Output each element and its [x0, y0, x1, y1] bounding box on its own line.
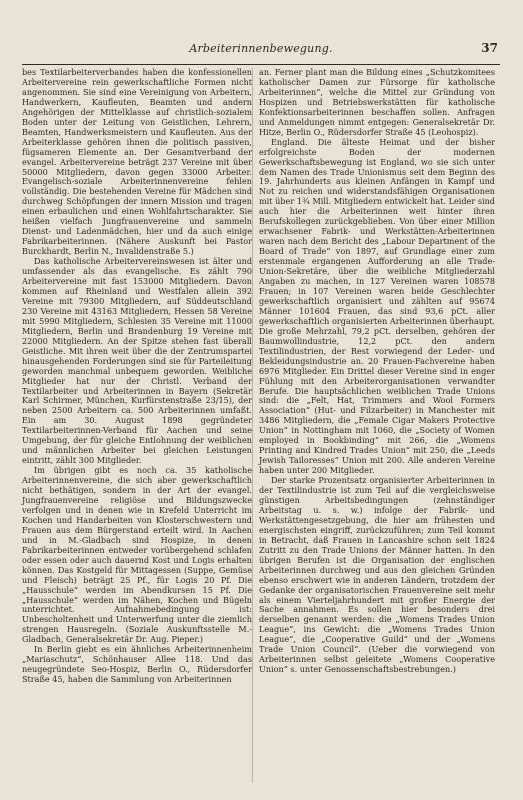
paragraph: In Berlin giebt es ein ähnliches Arbeiterinnenheim „Mariaschutz“, Schönhauser Allee 118. Und das neugegründete Seo-Hospiz, Berlin O., Rüdersdorfer Straße 45, haben die Sammlung von Arbeiterinnen — [22, 644, 252, 685]
paragraph: Im übrigen gibt es noch ca. 35 katholische Arbeiterinnenvereine, die sich aber gewerkschaftlich nicht bethätigen, sondern in der Art der evangel. Jungfrauenvereine religiöse und Bildungszwecke verfolgen und in denen wie in Krefeld Unterricht im Kochen und Handarbeiten von Klosterschwestern und Frauen aus dem Bürgerstand erteilt wird. In Aachen und in M.-Gladbach sind Hospize, in denen Fabrikarbeiterinnen entweder vorübergehend schlafen oder essen oder auch dauernd Kost und Logis erhalten können. Das Kostgeld für Mittagessen (Suppe, Gemüse und Fleisch) beträgt 25 Pf., für Logis 20 Pf. Die „Hausschule“ werden im Abendkursen 15 Pf. Die „Hausschule“ werden im Nähen, Kochen und Bügeln unterrichtet. Aufnahmebedingung ist: Unbescholtenheit und Unterwerfung unter die ziemlich strengen Hausregeln. (Soziale Auskunftsstelle M.-Gladbach, Generalsekretär Dr. Aug. Pieper.) — [22, 465, 252, 645]
left-column — [22, 68, 252, 685]
running-title: Arbeiterinnenbewegung. — [189, 42, 333, 55]
page-number: 37 — [481, 41, 498, 55]
paragraph: bes Textilarbeiterverbandes haben die konfessionellen Arbeitervereine rein gewerkschaftliche Formen nicht angenommen. Sie sind eine Vereinigung von Arbeitern, Handwerkern, Kaufleuten, Beamten und andern Angehörigen der Mittelklasse auf christlich-sozialem Boden unter der Leitung von Geistlichen, Lehrern, Beamten, Handwerksmeistern und Kaufleuten. Aus der Arbeiterklasse gehören ihnen die politisch passiven, fügsameren Elemente an. Der Gesamtverband der evangel. Arbeitervereine beträgt 237 Vereine mit über 50000 Mitgliedern, davon gegen 33000 Arbeiter. Evangelisch-soziale Arbeiterinnenvereine fehlen vollständig. Die bestehenden Vereine für Mädchen sind durchweg Schöpfungen der innern Mission und tragen einen erbaulichen und einen Wohlfahrtscharakter. Sie heißen vielfach Jungfrauenvereine und sammeln Dienst- und Ladenmädchen, hier und da auch einige Fabrikarbeiterinnen. (Nähere Auskunft bei Pastor Burckhardt, Berlin N., Invalidenstraße 5.) — [22, 67, 252, 257]
paragraph: Das katholische Arbeitervereinswesen ist älter und umfassender als das evangelische. Es zählt 790 Arbeitervereine mit fast 153000 Mitgliedern. Davon kommen auf Rheinland und Westfalen allein 392 Vereine mit 79300 Mitgliedern, auf Süddeutschland 230 Vereine mit 43163 Mitgliedern, Hessen 58 Vereine mit 5990 Mitgliedern, Schlesien 35 Vereine mit 11000 Mitgliedern, Berlin und Brandenburg 19 Vereine mit 22000 Mitgliedern. An der Spitze stehen fast überall Geistliche. Mit ihren weit über die der Zentrumspartei hinausgehenden Forderungen sind sie für Parteileitung geworden manchmal unbequem geworden. Weibliche Mitglieder hat nur der Christl. Verband der Textilarbeiter und Arbeiterinnen in Bayern (Sekretär Karl Schirmer, München, Kurfürstenstraße 23/15), der neben 2500 Arbeitern ca. 500 Arbeiterinnen umfaßt. Ein am 30. August 1898 gegründeter Textilarbeiterinnen-Verband für Aachen und seine Umgebung, der für gleiche Entlohnung der weiblichen und männlichen Arbeiter bei gleichen Leistungen eintritt, zählt 300 Mitglieder. — [22, 256, 252, 466]
column-divider — [252, 68, 253, 783]
paragraph: England. Die älteste Heimat und der bisher erfolgreichste Boden der modernen Gewerkschaftsbewegung ist England, wo sie sich unter dem Namen des Trade Unionismus seit dem Beginn des 19. Jahrhunderts aus kleinen Anfängen in Kampf und Not zu reichen und widerstandsfähigen Organisationen mit über 1¾ Mill. Mitgliedern entwickelt hat. Leider sind auch hier die Arbeiterinnen weit hinter ihren Berufskollegen zurückgeblieben. Von über einer Million erwachsener Fabrik- und Werkstätten-Arbeiterinnen waren nach dem Bericht des „Labour Department of the Board of Trade“ von 1897, auf Grundlage einer zum erstenmale ergangenen Aufforderung an alle Trade-Union-Sekretäre, über die weibliche Mitgliederzahl Angaben zu machen, in 127 Vereinen waren 108578 Frauen; in 107 Vereinen waren beide Geschlechter gewerkschaftlich organisiert und zählten auf 95674 Männer 101604 Frauen, das sind 93,6 pCt. aller gewerkschaftlich organisierten Arbeiterinnen überhaupt. Die große Mehrzahl, 79,2 pCt. derselben, gehören der Baumwollindustrie, 12,2 pCt. den andern Textilindustrien, der Rest vorwiegend der Leder- und Bekleidungsindustrie an. 20 Frauen-Fachvereine haben 6976 Mitglieder. Ein Drittel dieser Vereine sind in enger Fühlung mit den Arbeiterorganisationen verwandter Berufe. Die hauptsächlichen weiblichen Trade Unions sind: die „Felt, Hat, Trimmers and Wool Formers Association“ (Hut- und Filzarbeiter) in Manchester mit 3486 Mitgliedern, die „Female Cigar Makers Protective Union“ in Nottingham mit 1060, die „Society of Women employed in Bookbinding“ mit 266, die „Womens Printing and Kindred Trades Union“ mit 250, die „Leeds Jewish Tailoresses“ Union mit 200. Alle anderen Vereine haben unter 200 Mitglieder. — [259, 136, 495, 476]
paragraph: Der starke Prozentsatz organisierter Arbeiterinnen in der Textilindustrie ist zum Teil auf die vergleichsweise günstigen Arbeitsbedingungen (zehnständiger Arbeitstag u. s. w.) infolge der Fabrik- und Werkstättengesetzgebung, die hier am frühesten und energischsten eingriff, zurückzuführen; zum Teil kommt in Betracht, daß Frauen in Lancashire schon seit 1824 Zutritt zu den Trade Unions der Männer hatten. In den übrigen Berufen ist die Organisation der englischen Arbeiterinnen durchweg und aus den gleichen Gründen ebenso erschwert wie in anderen Ländern, trotzdem der Gedanke der organisatorischen Frauenvereine seit mehr als einem Vierteljahrhundert mit großer Energie der Sache annahmen. Es sollen hier besonders drei derselben genannt werden: die „Womens Trades Union League“, ins Gewicht: die „Womens Trades Union League“, die „Cooperative Guild“ und der „Womens Trade Union Council“. (Ueber die vorwiegend von Arbeiterinnen selbst geleitete „Womens Cooperative Union“ s. unter Genossenschaftsbestrebungen.) — [259, 475, 495, 675]
page-header — [22, 40, 500, 65]
right-column — [259, 68, 495, 675]
paragraph: an. Ferner plant man die Bildung eines „Schutzkomitees katholischer Damen zur Fürsorge für katholische Arbeiterinnen“, welche die Mittel zur Gründung von Hospizen und Betriebswerkstätten für katholische Konfektionsarbeiterinnen beschaffen sollen. Anfragen und Anmeldungen nimmt entgegen: Generalsekretär Dr. Hitze, Berlin O., Rüdersdorfer Straße 45 (Leohospiz). — [259, 67, 495, 137]
